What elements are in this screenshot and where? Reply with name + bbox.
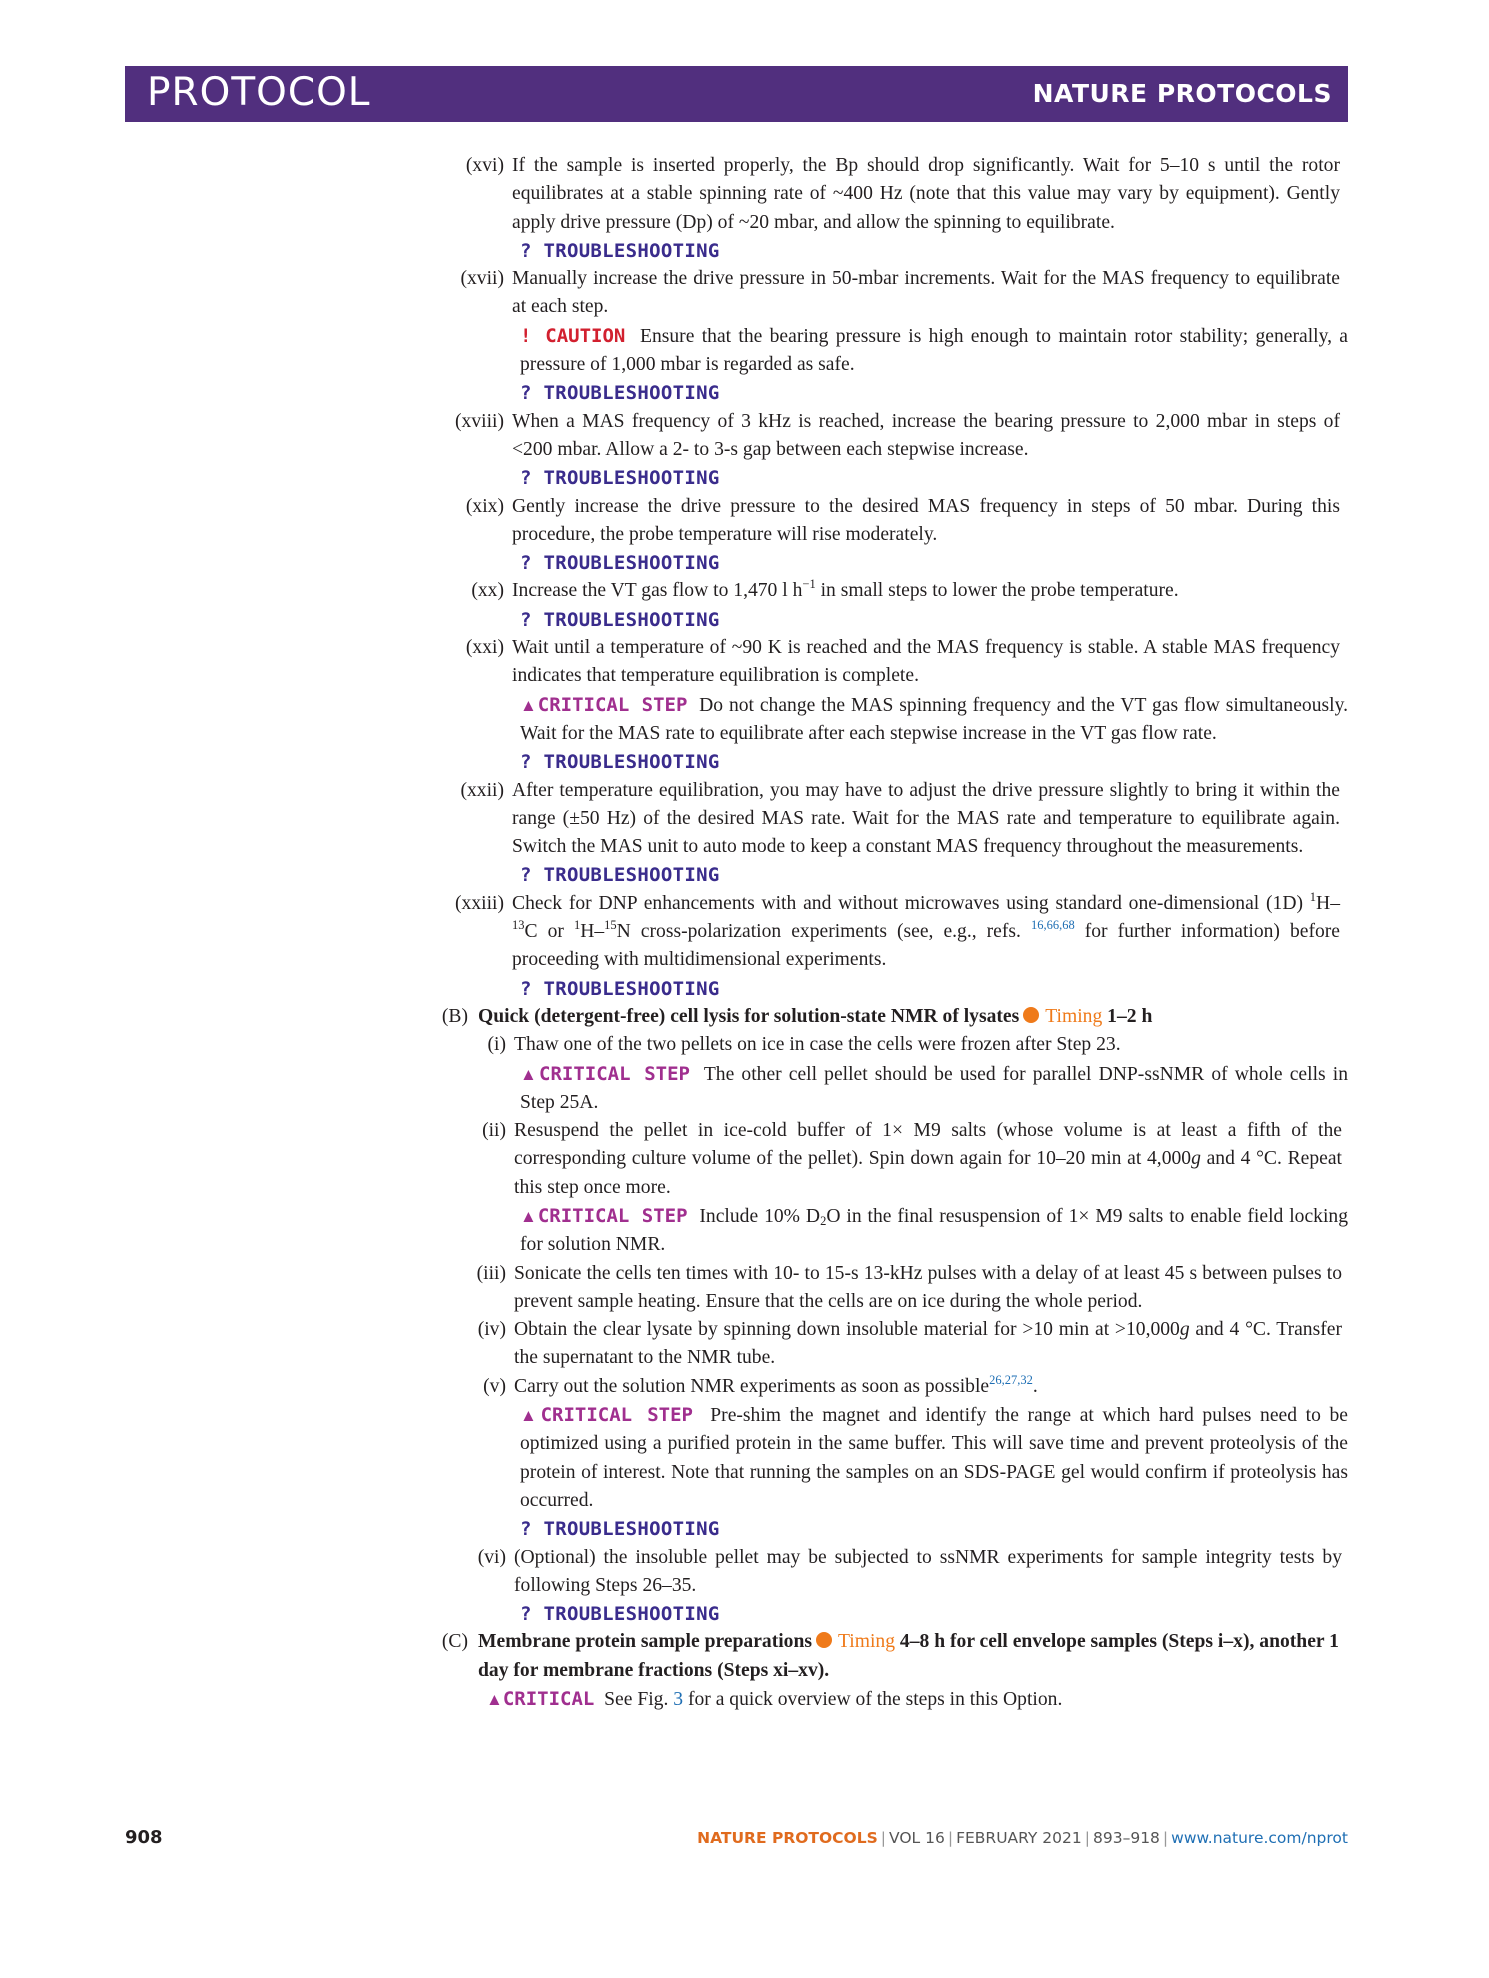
- critical-text: See Fig.: [604, 1689, 674, 1711]
- step-number: (iii): [476, 1262, 506, 1284]
- step-number: (v): [483, 1375, 506, 1397]
- triangle-icon: ▲: [520, 1064, 540, 1084]
- step-text: [514, 1117, 1342, 1202]
- troubleshooting-link[interactable]: ? TROUBLESHOOTING: [520, 382, 720, 405]
- main-content: [0, 152, 1489, 1714]
- footer-volume: VOL 16: [889, 1829, 945, 1847]
- step-number: (iv): [477, 1319, 506, 1341]
- step-xxiii: [0, 890, 1489, 975]
- triangle-icon: ▲: [520, 1406, 541, 1426]
- step-xxii: [0, 777, 1489, 862]
- step-xix: [0, 493, 1489, 550]
- subscript: 2: [820, 1213, 827, 1228]
- critical-step-note: [520, 1202, 1348, 1260]
- step-text-part: and 4 °C. Transfer the supernatant to the NMR tube.: [514, 1319, 1342, 1369]
- critical-step-text: The other cell pellet should be used for parallel DNP-ssNMR of whole cells in Step 25A.: [520, 1063, 1348, 1113]
- troubleshooting-link[interactable]: ? TROUBLESHOOTING: [520, 552, 720, 575]
- footer-separator: |: [947, 1829, 954, 1847]
- step-b-vi: [0, 1544, 1489, 1601]
- timing-dot-icon: [816, 1632, 832, 1648]
- critical-step-text: Do not change the MAS spinning frequency and the VT gas flow simultaneously. Wait for the MAS rate to equilibrate after each stepwise increase in the VT gas flow rate.: [520, 694, 1349, 744]
- footer-separator: |: [1162, 1829, 1169, 1847]
- step-text-part: .: [1032, 1375, 1038, 1397]
- timing-label: Timing: [1045, 1005, 1103, 1027]
- footer-url-link[interactable]: www.nature.com/nprot: [1171, 1829, 1348, 1847]
- troubleshooting-link[interactable]: ? TROUBLESHOOTING: [520, 608, 720, 631]
- superscript: −1: [802, 577, 816, 592]
- critical-step-label: CRITICAL STEP: [539, 1062, 690, 1085]
- step-number: (xix): [465, 495, 504, 517]
- troubleshooting-link[interactable]: ? TROUBLESHOOTING: [520, 1518, 720, 1541]
- step-text: When a MAS frequency of 3 kHz is reached, increase the bearing pressure to 2,000 mbar in steps of <200 mbar. Allow a 2- to 3-s gap between each stepwise increase.: [512, 410, 1340, 460]
- troubleshooting-link[interactable]: ? TROUBLESHOOTING: [520, 977, 720, 1000]
- triangle-icon: ▲: [520, 695, 538, 715]
- triangle-icon: ▲: [486, 1690, 503, 1710]
- step-text-part: Resuspend the pellet in ice-cold buffer of 1× M9 salts (whose volume is at least a fifth of the corresponding culture volume of the pellet). Spin down again for 10–20 min at 4,000: [514, 1120, 1342, 1170]
- header-section-label: PROTOCOL: [147, 70, 371, 115]
- section-number: (C): [441, 1631, 468, 1653]
- step-number: (i): [487, 1034, 506, 1056]
- step-xviii: [0, 408, 1489, 465]
- step-number: (xvi): [465, 155, 504, 176]
- page-number: 908: [125, 1827, 163, 1848]
- step-b-iv: [0, 1316, 1489, 1373]
- footer-journal: NATURE PROTOCOLS: [697, 1829, 878, 1847]
- troubleshooting-link[interactable]: ? TROUBLESHOOTING: [520, 239, 720, 262]
- figure-link[interactable]: 3: [673, 1689, 684, 1711]
- troubleshooting-link[interactable]: ? TROUBLESHOOTING: [520, 864, 720, 887]
- step-text: [512, 577, 1340, 605]
- step-xxi: [0, 634, 1489, 691]
- step-text: Sonicate the cells ten times with 10- to 15-s 13-kHz pulses with a delay of at least 45 s between pulses to prevent sample heating. Ensure that the cells are on ice during the whole period.: [514, 1262, 1342, 1312]
- critical-step-note: [520, 1401, 1348, 1515]
- step-b-i: [0, 1031, 1489, 1059]
- section-title: [478, 1628, 1340, 1685]
- step-text: After temperature equilibration, you may have to adjust the drive pressure slightly to bring it within the range (±50 Hz) of the desired MAS rate. Wait for the MAS rate and temperature to equilibrate again. Switch the MAS unit to auto mode to keep a constant MAS frequency throughout the measurements.: [512, 779, 1340, 858]
- section-b-heading: [0, 1003, 1489, 1031]
- critical-text: for a quick overview of the steps in this Option.: [683, 1689, 1063, 1711]
- step-text: Wait until a temperature of ~90 K is reached and the MAS frequency is stable. A stable MAS frequency indicates that temperature equilibration is complete.: [512, 637, 1340, 687]
- footer-pages: 893–918: [1093, 1829, 1160, 1847]
- superscript: 15: [604, 918, 617, 933]
- header-banner: [125, 66, 1348, 122]
- step-text: [514, 1373, 1342, 1401]
- section-title-text: Quick (detergent-free) cell lysis for solution-state NMR of lysates: [478, 1005, 1020, 1027]
- critical-step-text: Pre-shim the magnet and identify the range at which hard pulses need to be optimized using a purified protein in the same buffer. This will save time and prevent proteolysis of the protein of interest. Note that running the samples on an SDS-PAGE gel would confirm if proteolysis has occurred.: [520, 1405, 1348, 1511]
- troubleshooting-link[interactable]: ? TROUBLESHOOTING: [520, 1603, 720, 1626]
- superscript: 1: [573, 918, 581, 933]
- reference-link[interactable]: 26,27,32: [989, 1372, 1033, 1387]
- step-text: Manually increase the drive pressure in 50-mbar increments. Wait for the MAS frequency to equilibrate at each step.: [512, 268, 1340, 318]
- footer-citation: [697, 1829, 1348, 1847]
- step-text: [514, 1316, 1342, 1373]
- caution-text: Ensure that the bearing pressure is high enough to maintain rotor stability; generally, a pressure of 1,000 mbar is regarded as safe.: [520, 325, 1349, 376]
- step-text-part: C or: [524, 921, 574, 943]
- step-number: (xxii): [460, 779, 504, 801]
- troubleshooting-link[interactable]: ? TROUBLESHOOTING: [520, 751, 720, 774]
- troubleshooting-link[interactable]: ? TROUBLESHOOTING: [520, 467, 720, 490]
- step-b-v: [0, 1373, 1489, 1401]
- reference-link[interactable]: 16,66,68: [1030, 918, 1075, 933]
- step-text-part: Obtain the clear lysate by spinning down insoluble material for >10 min at >10,000: [514, 1319, 1180, 1341]
- superscript: 13: [512, 918, 525, 933]
- step-text-part: Check for DNP enhancements with and without microwaves using standard one-dimensional (1D): [512, 892, 1310, 914]
- critical-step-label: CRITICAL STEP: [540, 1404, 693, 1427]
- section-number: (B): [441, 1005, 468, 1027]
- critical-note: [486, 1685, 1348, 1714]
- step-xx: [0, 577, 1489, 605]
- step-text-part: in small steps to lower the probe temperature.: [815, 580, 1179, 602]
- step-text-part: H–: [1316, 892, 1340, 914]
- section-title: [478, 1003, 1340, 1031]
- footer-date: FEBRUARY 2021: [956, 1829, 1082, 1847]
- caution-note: [520, 322, 1348, 380]
- caution-label: ! CAUTION: [520, 324, 626, 347]
- step-xvi: [0, 152, 1489, 237]
- critical-step-label: CRITICAL STEP: [537, 693, 688, 716]
- step-text-part: Carry out the solution NMR experiments as soon as possible: [514, 1375, 990, 1397]
- step-text-part: N cross-polarization experiments (see, e.g., refs.: [616, 921, 1031, 943]
- triangle-icon: ▲: [520, 1206, 538, 1226]
- step-number: (xxiii): [455, 892, 504, 914]
- step-number: (xxi): [465, 637, 504, 659]
- step-b-ii: [0, 1117, 1489, 1202]
- step-text: [512, 890, 1340, 975]
- critical-step-note: [520, 691, 1348, 749]
- header-journal-label: NATURE PROTOCOLS: [1032, 79, 1332, 108]
- step-number: (xx): [471, 580, 504, 602]
- italic-unit: g: [1179, 1319, 1190, 1341]
- critical-step-label: CRITICAL STEP: [537, 1204, 688, 1227]
- step-xvii: [0, 265, 1489, 322]
- footer-separator: |: [1084, 1829, 1090, 1847]
- step-text: Thaw one of the two pellets on ice in case the cells were frozen after Step 23.: [514, 1034, 1121, 1056]
- timing-dot-icon: [1023, 1007, 1039, 1023]
- step-text-part: for further information) before proceeding with multidimensional experiments.: [512, 921, 1341, 971]
- section-title-text: Membrane protein sample preparations: [478, 1631, 812, 1653]
- timing-value: 1–2 h: [1107, 1005, 1153, 1027]
- step-number: (ii): [482, 1120, 506, 1142]
- timing-label: Timing: [837, 1631, 895, 1653]
- superscript: 1: [1309, 889, 1317, 904]
- step-number: (xvii): [460, 268, 504, 290]
- italic-unit: g: [1191, 1148, 1201, 1170]
- critical-step-note: [520, 1060, 1348, 1118]
- step-b-iii: [0, 1260, 1489, 1317]
- footer-separator: |: [880, 1829, 887, 1847]
- step-number: (xviii): [455, 410, 504, 432]
- step-text-part: and 4 °C. Repeat this step once more.: [514, 1148, 1343, 1198]
- step-text-part: Increase the VT gas flow to 1,470 l h: [512, 580, 803, 602]
- section-c-heading: [0, 1628, 1489, 1685]
- critical-step-text: Include 10% D: [699, 1205, 821, 1227]
- timing-value: 4–8 h for cell envelope samples (Steps i–x), another 1 day for membrane fractions (Steps xi–xv).: [478, 1631, 1339, 1681]
- step-number: (vi): [477, 1546, 506, 1568]
- step-text: If the sample is inserted properly, the Bp should drop significantly. Wait for 5–10 s until the rotor equilibrates at a stable spinning rate of ~400 Hz (note that this value may vary by equipment). Gently apply drive pressure (Dp) of ~20 mbar, and allow the spinning to equilibrate.: [512, 155, 1340, 233]
- step-text-part: H–: [580, 921, 605, 943]
- step-text: (Optional) the insoluble pellet may be subjected to ssNMR experiments for sample integrity tests by following Steps 26–35.: [514, 1546, 1342, 1596]
- step-text: Gently increase the drive pressure to the desired MAS frequency in steps of 50 mbar. During this procedure, the probe temperature will rise moderately.: [512, 495, 1340, 545]
- critical-step-text: O in the final resuspension of 1× M9 salts to enable field locking for solution NMR.: [520, 1205, 1348, 1256]
- critical-label: CRITICAL: [502, 1688, 595, 1711]
